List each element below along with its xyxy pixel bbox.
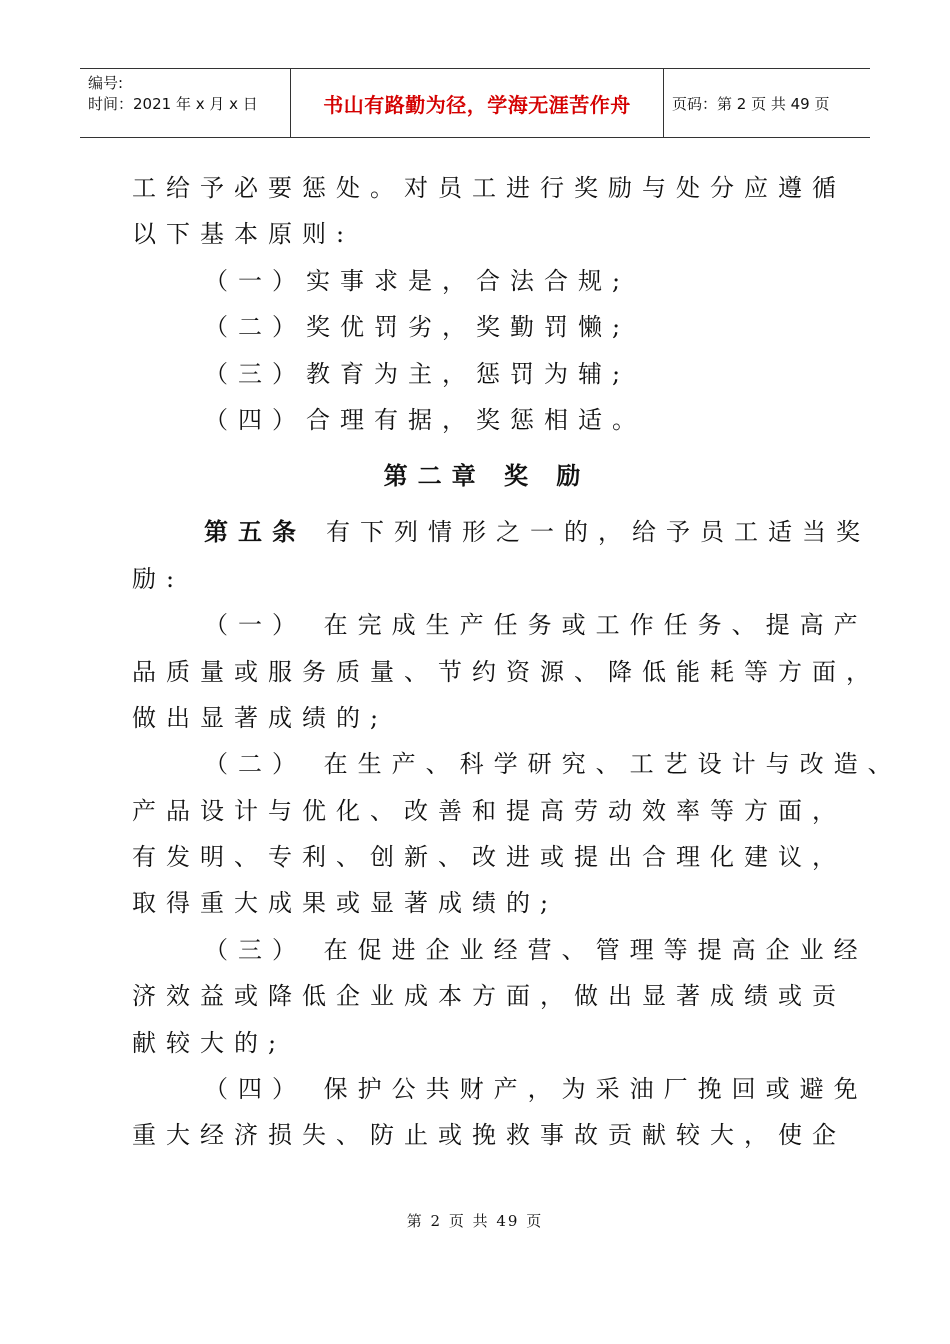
text-line: 重大经济损失、防止或挽救事故贡献较大，使企: [132, 1121, 846, 1150]
text-line: 济效益或降低企业成本方面，做出显著成绩或贡: [132, 982, 846, 1011]
list-item-line: （二） 在生产、科学研究、工艺设计与改造、: [204, 750, 902, 779]
text-line: 工给予必要惩处。对员工进行奖励与处分应遵循: [132, 174, 846, 202]
list-item-line: （四） 保护公共财产，为采油厂挽回或避免: [204, 1075, 868, 1104]
text-line: 励:: [132, 564, 185, 593]
article-text: 有下列情形之一的，给予员工适当奖: [326, 518, 870, 547]
text-line: 产品设计与优化、改善和提高劳动效率等方面，: [132, 796, 846, 825]
list-item-line: （一） 在完成生产任务或工作任务、提高产: [204, 611, 868, 640]
header-page-info: 页码：第 2 页 共 49 页: [672, 94, 830, 113]
document-body: [132, 165, 902, 1159]
text-line: 以下基本原则:: [132, 220, 355, 249]
list-item-line: （三） 在促进企业经营、管理等提高企业经: [204, 935, 868, 964]
article-heading: [132, 509, 870, 555]
header-motto: 书山有路勤为径，学海无涯苦作舟: [290, 69, 664, 137]
text-line: 献较大的;: [132, 1028, 287, 1057]
document-time-label: 时间：2021 年 x 月 x 日: [88, 95, 258, 113]
document-number-label: 编号:: [88, 74, 124, 92]
article-number: 第五条: [204, 518, 306, 547]
principle-item: （一）实事求是，合法合规;: [204, 266, 631, 295]
text-line: 取得重大成果或显著成绩的;: [132, 889, 559, 918]
text-line: 品质量或服务质量、节约资源、降低能耗等方面，: [132, 657, 880, 686]
chapter-title: 第二章 奖 励: [383, 462, 591, 491]
principle-item: （三）教育为主，惩罚为辅;: [204, 359, 631, 388]
text-line: 做出显著成绩的;: [132, 703, 389, 732]
page-footer: 第 2 页 共 49 页: [406, 1212, 544, 1230]
header-meta: [80, 69, 290, 137]
principle-item: （四）合理有据，奖惩相适。: [204, 405, 646, 434]
principle-item: （二）奖优罚劣，奖勤罚懒;: [204, 313, 631, 342]
page-header: [80, 68, 870, 138]
text-line: 有发明、专利、创新、改进或提出合理化建议，: [132, 843, 846, 872]
